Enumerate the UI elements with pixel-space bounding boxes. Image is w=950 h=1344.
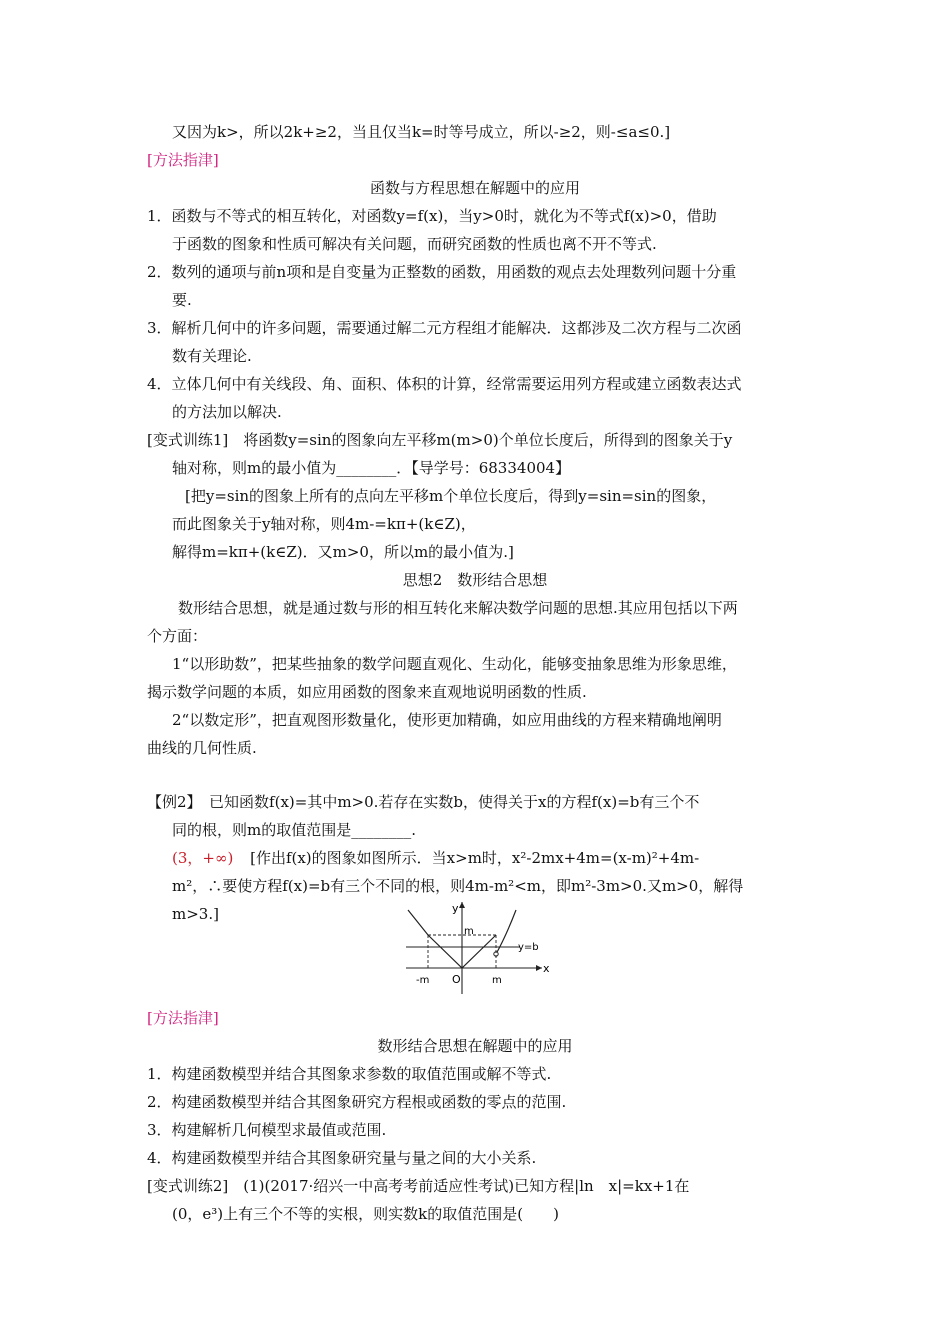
m-axis-label: m — [492, 975, 502, 986]
variant-solution: 解得m=kπ+(k∈Z)．又m>0，所以m的最小值为.] — [172, 543, 514, 561]
variant-question-cont: 轴对称，则m的最小值为________．【导学号：68334004】 — [172, 459, 571, 477]
neg-m-label: -m — [416, 975, 430, 986]
y-equals-b-label: y=b — [518, 942, 539, 953]
list-item-cont: 于函数的图象和性质可解决有关问题，而研究函数的性质也离不开不等式. — [172, 235, 657, 253]
paragraph-cont: 曲线的几何性质. — [147, 739, 257, 757]
method-tag: [方法指津] — [147, 1009, 219, 1027]
example-solution: [作出f(x)的图象如图所示．当x>m时，x²-2mx+4m=(x-m)²+4m- — [250, 849, 700, 867]
list-item: 2．构建函数模型并结合其图象研究方程根或函数的零点的范围. — [147, 1093, 567, 1111]
list-item: 3．构建解析几何模型求最值或范围. — [147, 1121, 387, 1139]
paragraph-cont: 个方面： — [147, 627, 208, 645]
m-value-label: m — [464, 926, 474, 937]
variant-question-cont: (0，e³)上有三个不等的实根，则实数k的取值范围是( ) — [172, 1205, 559, 1223]
paragraph-cont: 揭示数学问题的本质，如应用函数的图象来直观地说明函数的性质. — [147, 683, 587, 701]
example-question: 【例2】 已知函数f(x)=其中m>0.若存在实数b，使得关于x的方程f(x)=b有三个不 — [147, 793, 700, 811]
list-item-cont: 要. — [172, 291, 192, 309]
paragraph: 数形结合思想，就是通过数与形的相互转化来解决数学问题的思想.其应用包括以下两 — [178, 599, 738, 617]
function-graph-figure — [400, 890, 550, 1000]
example-question-cont: 同的根，则m的取值范围是________. — [172, 821, 416, 839]
example-answer-line — [172, 848, 699, 868]
x-axis-label: x — [543, 962, 550, 975]
variant-solution: 而此图象关于y轴对称，则4m-=kπ+(k∈Z)， — [172, 515, 476, 533]
method-title: 函数与方程思想在解题中的应用 — [369, 179, 580, 197]
list-item: 1．函数与不等式的相互转化，对函数y=f(x)，当y>0时，就化为不等式f(x)>0，借助 — [147, 207, 717, 225]
paragraph: 2“以数定形”，把直观图形数量化，使形更加精确，如应用曲线的方程来精确地阐明 — [172, 711, 722, 729]
list-item-cont: 的方法加以解决. — [172, 403, 282, 421]
variant-question: [变式训练1] 将函数y=sin的图象向左平移m(m>0)个单位长度后，所得到的图象关于y — [147, 431, 733, 449]
example-answer: (3，+∞) — [172, 849, 234, 867]
list-item: 3．解析几何中的许多问题，需要通过解二元方程组才能解决．这都涉及二次方程与二次函 — [147, 319, 742, 337]
origin-label: O — [452, 973, 461, 986]
y-axis-label: y — [452, 902, 459, 915]
section-title: 思想2 数形结合思想 — [402, 571, 548, 589]
paragraph: 1“以形助数”，把某些抽象的数学问题直观化、生动化，能够变抽象思维为形象思维， — [172, 655, 737, 673]
method-title: 数形结合思想在解题中的应用 — [377, 1037, 573, 1055]
list-item: 4．立体几何中有关线段、角、面积、体积的计算，经常需要运用列方程或建立函数表达式 — [147, 375, 742, 393]
variant-question: [变式训练2] (1)(2017·绍兴一中高考考前适应性考试)已知方程|ln x|=kx+1在 — [147, 1177, 690, 1195]
method-tag: [方法指津] — [147, 151, 219, 169]
list-item-cont: 数有关理论. — [172, 347, 252, 365]
variant-solution: [把y=sin的图象上所有的点向左平移m个单位长度后，得到y=sin=sin的图象， — [185, 487, 717, 505]
example-solution-cont: m>3.] — [172, 905, 219, 923]
list-item: 1．构建函数模型并结合其图象求参数的取值范围或解不等式. — [147, 1065, 552, 1083]
example-solution-cont: m²，∴要使方程f(x)=b有三个不同的根，则4m-m²<m，即m²-3m>0.又m>0，解得 — [172, 877, 744, 895]
intro-line: 又因为k>，所以2k+≥2，当且仅当k=时等号成立，所以-≥2，则-≤a≤0.] — [172, 123, 671, 141]
list-item: 4．构建函数模型并结合其图象研究量与量之间的大小关系. — [147, 1149, 537, 1167]
list-item: 2．数列的通项与前n项和是自变量为正整数的函数，用函数的观点去处理数列问题十分重 — [147, 263, 737, 281]
